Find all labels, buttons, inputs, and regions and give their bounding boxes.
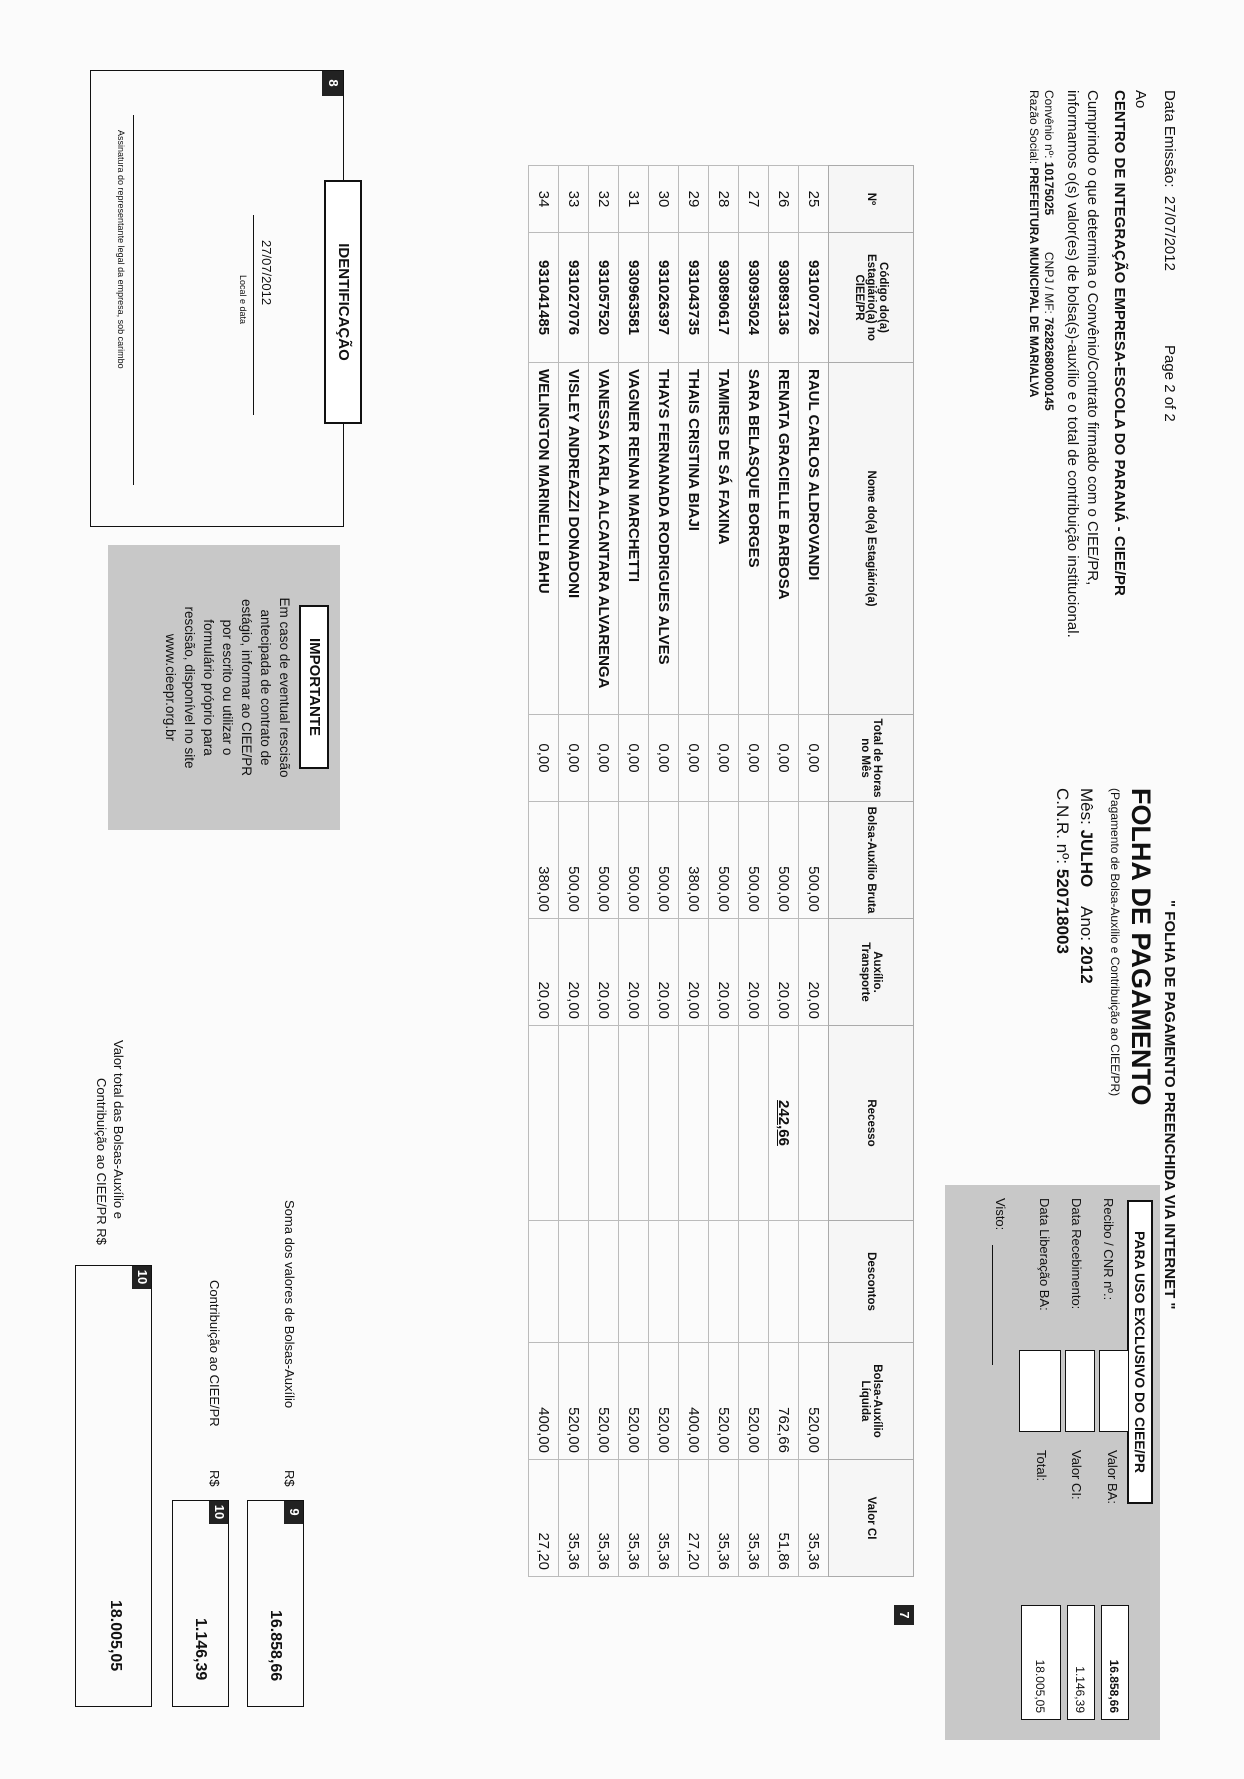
- cell-recesso: [619, 1026, 649, 1221]
- important-text: [161, 560, 294, 815]
- col-header-recesso: Recesso: [829, 1026, 914, 1221]
- intro-line-1: Cumprindo o que determina o Convênio/Contrato firmado com o CIEE/PR,: [1084, 90, 1101, 586]
- col-header-liquida: Bolsa-Auxílio Líquida: [829, 1343, 914, 1460]
- cell-n: 28: [709, 166, 739, 233]
- important-line: estágio, informar ao CIEE/PR: [239, 598, 254, 777]
- year-label: Ano:: [1077, 906, 1096, 942]
- cell-code: 930893136: [769, 233, 799, 363]
- cell-name: WELINGTON MARINELLI BAHU: [529, 363, 559, 715]
- total-label-line-1: Valor total das Bolsas-Auxílio e: [111, 1040, 126, 1219]
- cell-transp: 20,00: [529, 919, 559, 1026]
- cell-liquida: 520,00: [559, 1343, 589, 1460]
- important-line: antecipada de contrato de: [258, 609, 273, 766]
- cell-ci: 51,86: [769, 1460, 799, 1577]
- table-row: [799, 166, 829, 1577]
- cell-name: TAMIRES DE SÁ FAXINA: [709, 363, 739, 715]
- cell-ci: 35,36: [649, 1460, 679, 1577]
- grand-total-value: 18.005,05: [107, 1600, 124, 1672]
- cell-ci: 35,36: [799, 1460, 829, 1577]
- internet-banner: " FOLHA DE PAGAMENTO PREENCHIDA VIA INTERNET ": [1161, 900, 1178, 1310]
- cell-horas: 0,00: [769, 715, 799, 802]
- cell-horas: 0,00: [799, 715, 829, 802]
- cell-horas: 0,00: [649, 715, 679, 802]
- cell-horas: 0,00: [529, 715, 559, 802]
- page-subtitle: (Pagamento de Bolsa-Auxílio e Contribuição ao CIEE/PR): [1108, 788, 1122, 1097]
- razao-line: [1027, 90, 1041, 397]
- convenio-line: [1042, 90, 1056, 411]
- cell-name: VAGNER RENAN MARCHETTI: [619, 363, 649, 715]
- cell-ci: 35,36: [589, 1460, 619, 1577]
- cell-horas: 0,00: [739, 715, 769, 802]
- cell-liquida: 762,66: [769, 1343, 799, 1460]
- cnpj-label: CNPJ / MF:: [1042, 251, 1056, 314]
- payroll-table: [528, 165, 914, 1577]
- important-line: rescisão, disponível no site: [182, 606, 197, 769]
- cell-descontos: [649, 1221, 679, 1343]
- cell-code: 931027076: [559, 233, 589, 363]
- cell-recesso: [799, 1026, 829, 1221]
- cell-ci: 35,36: [619, 1460, 649, 1577]
- cell-name: RAUL CARLOS ALDROVANDI: [799, 363, 829, 715]
- cnpj-value: 76282680000145: [1042, 317, 1056, 411]
- cell-descontos: [589, 1221, 619, 1343]
- data-recebimento-label: Data Recebimento:: [1069, 1198, 1084, 1310]
- cell-horas: 0,00: [559, 715, 589, 802]
- cell-code: 931043735: [679, 233, 709, 363]
- valor-ba-value: 16.858,66: [1101, 1605, 1129, 1720]
- col-header-horas: Total de Horas no Mês: [829, 715, 914, 802]
- contrib-label: Contribuição ao CIEE/PR: [207, 1280, 222, 1427]
- cell-ci: 35,36: [559, 1460, 589, 1577]
- visto-line: [992, 1245, 993, 1365]
- cell-bruta: 500,00: [559, 802, 589, 919]
- col-header-transporte: Auxílio. Transporte: [829, 919, 914, 1026]
- cell-horas: 0,00: [709, 715, 739, 802]
- month-year: [1076, 788, 1096, 984]
- cell-recesso: [679, 1026, 709, 1221]
- cell-bruta: 500,00: [799, 802, 829, 919]
- important-line: formulário próprio para: [201, 619, 216, 756]
- cell-horas: 0,00: [679, 715, 709, 802]
- cell-descontos: [739, 1221, 769, 1343]
- cell-name: SARA BELASQUE BORGES: [739, 363, 769, 715]
- cell-transp: 20,00: [739, 919, 769, 1026]
- addressee-org: CENTRO DE INTEGRAÇÃO EMPRESA-ESCOLA DO PARANÁ - CIEE/PR: [1111, 90, 1128, 596]
- page-indicator: Page 2 of 2: [1161, 345, 1178, 422]
- valor-ci-label: Valor CI:: [1069, 1450, 1084, 1500]
- identification-box: [90, 70, 344, 527]
- contrib-currency: R$: [207, 1470, 222, 1487]
- cell-liquida: 520,00: [589, 1343, 619, 1460]
- col-header-bruta: Bolsa-Auxílio Bruta: [829, 802, 914, 919]
- table-row: [559, 166, 589, 1577]
- cell-recesso: [739, 1026, 769, 1221]
- cell-descontos: [619, 1221, 649, 1343]
- local-data-line: [253, 215, 254, 415]
- cnr-value: 520718003: [1053, 868, 1072, 954]
- cell-n: 33: [559, 166, 589, 233]
- intro-line-2: informamos o(s) valor(es) de bolsa(s)-auxílio e o total de contribuição institucional.: [1064, 90, 1081, 638]
- cnr-line: [1052, 788, 1072, 954]
- cell-transp: 20,00: [799, 919, 829, 1026]
- cell-horas: 0,00: [619, 715, 649, 802]
- cell-liquida: 520,00: [619, 1343, 649, 1460]
- cell-bruta: 500,00: [709, 802, 739, 919]
- cell-bruta: 500,00: [769, 802, 799, 919]
- cell-n: 27: [739, 166, 769, 233]
- soma-value: 16.858,66: [267, 1610, 284, 1682]
- recibo-label: Recibo / CNR nº.:: [1101, 1198, 1116, 1301]
- cell-liquida: 400,00: [679, 1343, 709, 1460]
- cell-bruta: 500,00: [619, 802, 649, 919]
- contrib-value: 1.146,39: [192, 1618, 209, 1681]
- cell-code: 931026397: [649, 233, 679, 363]
- cell-liquida: 520,00: [799, 1343, 829, 1460]
- cell-code: 930935024: [739, 233, 769, 363]
- cell-recesso: [529, 1026, 559, 1221]
- cell-transp: 20,00: [769, 919, 799, 1026]
- table-row: [769, 166, 799, 1577]
- table-row: [529, 166, 559, 1577]
- cell-descontos: [769, 1221, 799, 1343]
- total-value: 18.005,05: [1021, 1605, 1061, 1720]
- cell-recesso: [649, 1026, 679, 1221]
- cell-name: THAYS FERNANADA RODRIGUES ALVES: [649, 363, 679, 715]
- cell-descontos: [799, 1221, 829, 1343]
- table-row: [739, 166, 769, 1577]
- col-header-descontos: Descontos: [829, 1221, 914, 1343]
- razao-value: PREFEITURA MUNICIPAL DE MARIALVA: [1027, 167, 1041, 398]
- col-number-badge: 7: [894, 1605, 914, 1625]
- cell-transp: 20,00: [709, 919, 739, 1026]
- col-header-ci: Valor CI: [829, 1460, 914, 1577]
- cell-name: RENATA GRACIELLE BARBOSA: [769, 363, 799, 715]
- total-label: Total:: [1034, 1450, 1049, 1482]
- cell-horas: 0,00: [589, 715, 619, 802]
- identification-date: 27/07/2012: [259, 240, 274, 306]
- identification-title: IDENTIFICAÇÃO: [324, 180, 362, 424]
- identification-number: 8: [322, 70, 344, 96]
- table-row: [649, 166, 679, 1577]
- cell-name: THAIS CRISTINA BIAJI: [679, 363, 709, 715]
- cell-transp: 20,00: [559, 919, 589, 1026]
- soma-label: Soma dos valores de Bolsas-Auxílio: [282, 1200, 297, 1409]
- cell-code: 930963581: [619, 233, 649, 363]
- valor-ba-label: Valor BA:: [1105, 1450, 1120, 1504]
- cell-bruta: 500,00: [739, 802, 769, 919]
- cell-transp: 20,00: [649, 919, 679, 1026]
- cell-descontos: [559, 1221, 589, 1343]
- recibo-input[interactable]: [1099, 1350, 1129, 1432]
- col-header-name: Nome do(a) Estagiário(a): [829, 363, 914, 715]
- cell-ci: 35,36: [709, 1460, 739, 1577]
- cell-liquida: 520,00: [739, 1343, 769, 1460]
- cell-recesso: 242,66: [769, 1026, 799, 1221]
- table-header-row: [829, 166, 914, 1577]
- contrib-number: 10: [209, 1500, 229, 1524]
- cell-liquida: 520,00: [709, 1343, 739, 1460]
- cell-bruta: 500,00: [649, 802, 679, 919]
- cell-liquida: 520,00: [649, 1343, 679, 1460]
- cell-bruta: 380,00: [529, 802, 559, 919]
- cell-code: 931007726: [799, 233, 829, 363]
- cell-transp: 20,00: [589, 919, 619, 1026]
- cell-n: 26: [769, 166, 799, 233]
- table-row: [709, 166, 739, 1577]
- convenio-label: Convênio nº:: [1042, 90, 1056, 159]
- issue-date: [1161, 90, 1178, 271]
- cell-n: 29: [679, 166, 709, 233]
- important-title: IMPORTANTE: [299, 605, 329, 769]
- cell-recesso: [709, 1026, 739, 1221]
- cell-ci: 35,36: [739, 1460, 769, 1577]
- cell-bruta: 500,00: [589, 802, 619, 919]
- cell-liquida: 400,00: [529, 1343, 559, 1460]
- soma-currency: R$: [282, 1470, 297, 1487]
- cell-n: 31: [619, 166, 649, 233]
- soma-number: 9: [284, 1500, 304, 1524]
- cell-n: 32: [589, 166, 619, 233]
- cell-descontos: [679, 1221, 709, 1343]
- signature-line: [133, 115, 134, 485]
- addressee-to: Ao: [1132, 90, 1149, 109]
- month-value: JULHO: [1077, 829, 1096, 888]
- cell-descontos: [709, 1221, 739, 1343]
- issue-date-label: Data Emissão:: [1161, 90, 1178, 188]
- cell-n: 30: [649, 166, 679, 233]
- data-liberacao-label: Data Liberação BA:: [1037, 1198, 1052, 1311]
- signature-label: Assinatura do representante legal da empresa, sob carimbo: [116, 130, 126, 369]
- exclusive-title: PARA USO EXCLUSIVO DO CIEE/PR: [1127, 1200, 1153, 1504]
- local-data-label: Local e data: [238, 275, 248, 325]
- year-value: 2012: [1077, 945, 1096, 984]
- cell-code: 930890617: [709, 233, 739, 363]
- important-line: por escrito ou utilizar o: [220, 619, 235, 756]
- cell-descontos: [529, 1221, 559, 1343]
- cell-bruta: 380,00: [679, 802, 709, 919]
- cell-n: 34: [529, 166, 559, 233]
- cell-recesso: [589, 1026, 619, 1221]
- important-line: Em caso de eventual rescisão: [277, 597, 292, 778]
- cell-ci: 27,20: [529, 1460, 559, 1577]
- issue-date-value: 27/07/2012: [1161, 195, 1178, 271]
- razao-label: Razão Social:: [1027, 90, 1041, 165]
- cell-name: VISLEY ANDREAZZI DONADONI: [559, 363, 589, 715]
- col-header-code: Código do(a) Estagiário(a) no CIEE/PR: [829, 233, 914, 363]
- table-row: [679, 166, 709, 1577]
- convenio-value: 10175025: [1042, 161, 1056, 216]
- cell-recesso: [559, 1026, 589, 1221]
- valor-ci-value: 1.146,39: [1067, 1605, 1095, 1720]
- data-liberacao-input[interactable]: [1019, 1350, 1061, 1432]
- data-recebimento-input[interactable]: [1065, 1350, 1095, 1432]
- cell-code: 931057520: [589, 233, 619, 363]
- cell-transp: 20,00: [679, 919, 709, 1026]
- col-header-n: Nº: [829, 166, 914, 233]
- table-row: [589, 166, 619, 1577]
- important-line: www.cieepr.org.br: [163, 633, 178, 742]
- cnr-label: C.N.R. nº:: [1053, 788, 1072, 865]
- cell-n: 25: [799, 166, 829, 233]
- cell-ci: 27,20: [679, 1460, 709, 1577]
- visto-label: Visto:: [993, 1198, 1008, 1231]
- cell-name: VANESSA KARLA ALCANTARA ALVARENGA: [589, 363, 619, 715]
- page-title: FOLHA DE PAGAMENTO: [1126, 788, 1156, 1106]
- month-label: Mês:: [1077, 788, 1096, 825]
- table-row: [619, 166, 649, 1577]
- total-number: 10: [132, 1265, 152, 1289]
- total-label-line-2: Contribuição ao CIEE/PR R$: [94, 1078, 109, 1245]
- cell-code: 931041485: [529, 233, 559, 363]
- cell-transp: 20,00: [619, 919, 649, 1026]
